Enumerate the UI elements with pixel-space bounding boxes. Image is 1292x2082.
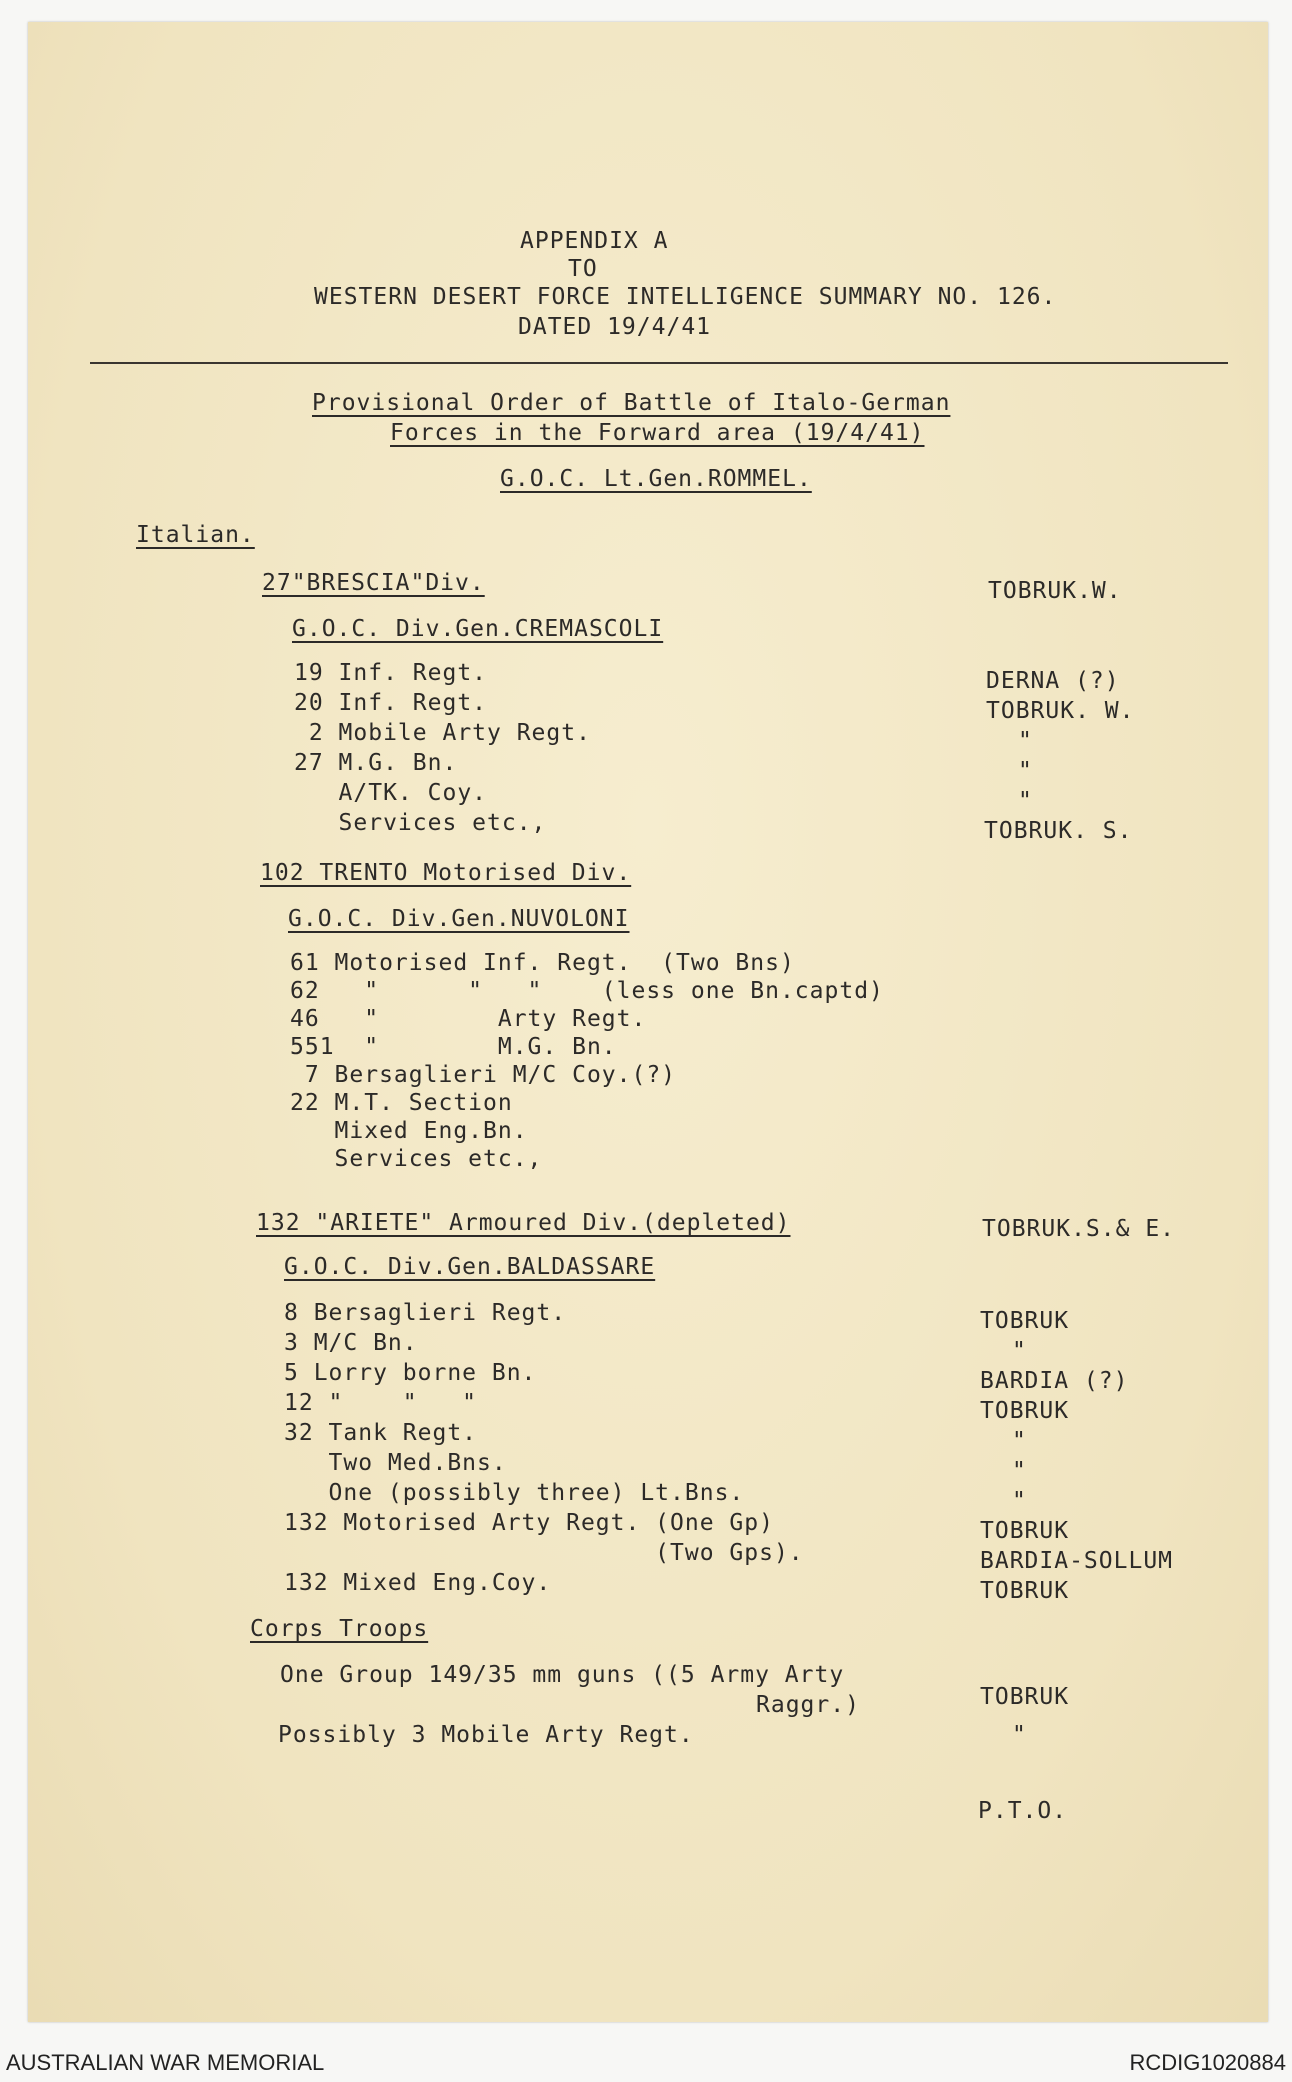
appendix-date: DATED 19/4/41 [518,314,712,340]
pto-note: P.T.O. [978,1798,1068,1824]
unit-line: Services etc., [290,1146,543,1172]
doc-title-line1: Provisional Order of Battle of Italo-German [312,390,951,416]
unit-line: Mixed Eng.Bn. [290,1118,528,1144]
corps-troops-heading: Corps Troops [250,1616,429,1642]
unit-line: 551 " M.G. Bn. [290,1034,617,1060]
corps-troops-line: Possibly 3 Mobile Arty Regt. [278,1722,694,1748]
unit-location: TOBRUK [980,1578,1070,1604]
unit-location: " [1012,1338,1027,1364]
unit-location: TOBRUK [980,1518,1070,1544]
unit-line: 132 Motorised Arty Regt. (One Gp) [284,1510,774,1536]
unit-line: 3 M/C Bn. [284,1330,418,1356]
corps-troops-line: Raggr.) [756,1692,860,1718]
ariete-division: 132 "ARIETE" Armoured Div.(depleted) [256,1210,791,1236]
unit-location: BARDIA (?) [980,1368,1129,1394]
brescia-location: TOBRUK.W. [988,578,1122,604]
unit-location: TOBRUK. S. [984,818,1133,844]
unit-line: 12 " " " [284,1390,478,1416]
unit-line: 46 " Arty Regt. [290,1006,647,1032]
unit-line: 27 M.G. Bn. [294,750,458,776]
unit-line: A/TK. Coy. [294,780,488,806]
section-italian: Italian. [136,522,255,548]
unit-line: 5 Lorry borne Bn. [284,1360,537,1386]
unit-location: " [1012,1488,1027,1514]
unit-location: DERNA (?) [986,668,1120,694]
corps-troops-line: One Group 149/35 mm guns ((5 Army Arty [280,1662,845,1688]
unit-location: " [1018,728,1033,754]
unit-line: 19 Inf. Regt. [294,660,488,686]
unit-line: One (possibly three) Lt.Bns. [284,1480,745,1506]
unit-line: 62 " " " (less one Bn.captd) [290,978,884,1004]
ariete-goc: G.O.C. Div.Gen.BALDASSARE [284,1254,656,1280]
unit-line: 32 Tank Regt. [284,1420,478,1446]
unit-line: Two Med.Bns. [284,1450,507,1476]
unit-line: 20 Inf. Regt. [294,690,488,716]
footer-source: AUSTRALIAN WAR MEMORIAL [6,2050,325,2075]
footer-id: RCDIG1020884 [1129,2050,1286,2075]
unit-line: 61 Motorised Inf. Regt. (Two Bns) [290,950,795,976]
unit-location: TOBRUK. W. [986,698,1135,724]
brescia-division: 27"BRESCIA"Div. [262,570,485,596]
unit-line: 2 Mobile Arty Regt. [294,720,591,746]
header-rule [90,362,1228,364]
doc-title-line2: Forces in the Forward area (19/4/41) [390,420,925,446]
unit-location: TOBRUK [980,1308,1070,1334]
unit-line: 7 Bersaglieri M/C Coy.(?) [290,1062,677,1088]
appendix-to: TO [568,256,598,282]
unit-line: 8 Bersaglieri Regt. [284,1300,567,1326]
ariete-location: TOBRUK.S.& E. [982,1216,1176,1242]
brescia-goc: G.O.C. Div.Gen.CREMASCOLI [292,616,664,642]
corps-troops-location: TOBRUK [980,1684,1070,1710]
trento-division: 102 TRENTO Motorised Div. [260,860,632,886]
unit-line: (Two Gps). [284,1540,804,1566]
unit-line: 132 Mixed Eng.Coy. [284,1570,552,1596]
unit-location: " [1012,1458,1027,1484]
archive-footer [0,2036,1292,2082]
unit-line: Services etc., [294,810,547,836]
appendix-summary: WESTERN DESERT FORCE INTELLIGENCE SUMMARY NO. 126. [314,284,1057,310]
document-page [28,22,1268,2022]
trento-goc: G.O.C. Div.Gen.NUVOLONI [288,906,630,932]
appendix-title: APPENDIX A [520,228,669,254]
corps-troops-location: " [1012,1722,1027,1748]
unit-location: TOBRUK [980,1398,1070,1424]
unit-location: " [1012,1428,1027,1454]
unit-line: 22 M.T. Section [290,1090,513,1116]
commander: G.O.C. Lt.Gen.ROMMEL. [500,466,812,492]
unit-location: " [1018,788,1033,814]
unit-location: BARDIA-SOLLUM [980,1548,1174,1574]
unit-location: " [1018,758,1033,784]
